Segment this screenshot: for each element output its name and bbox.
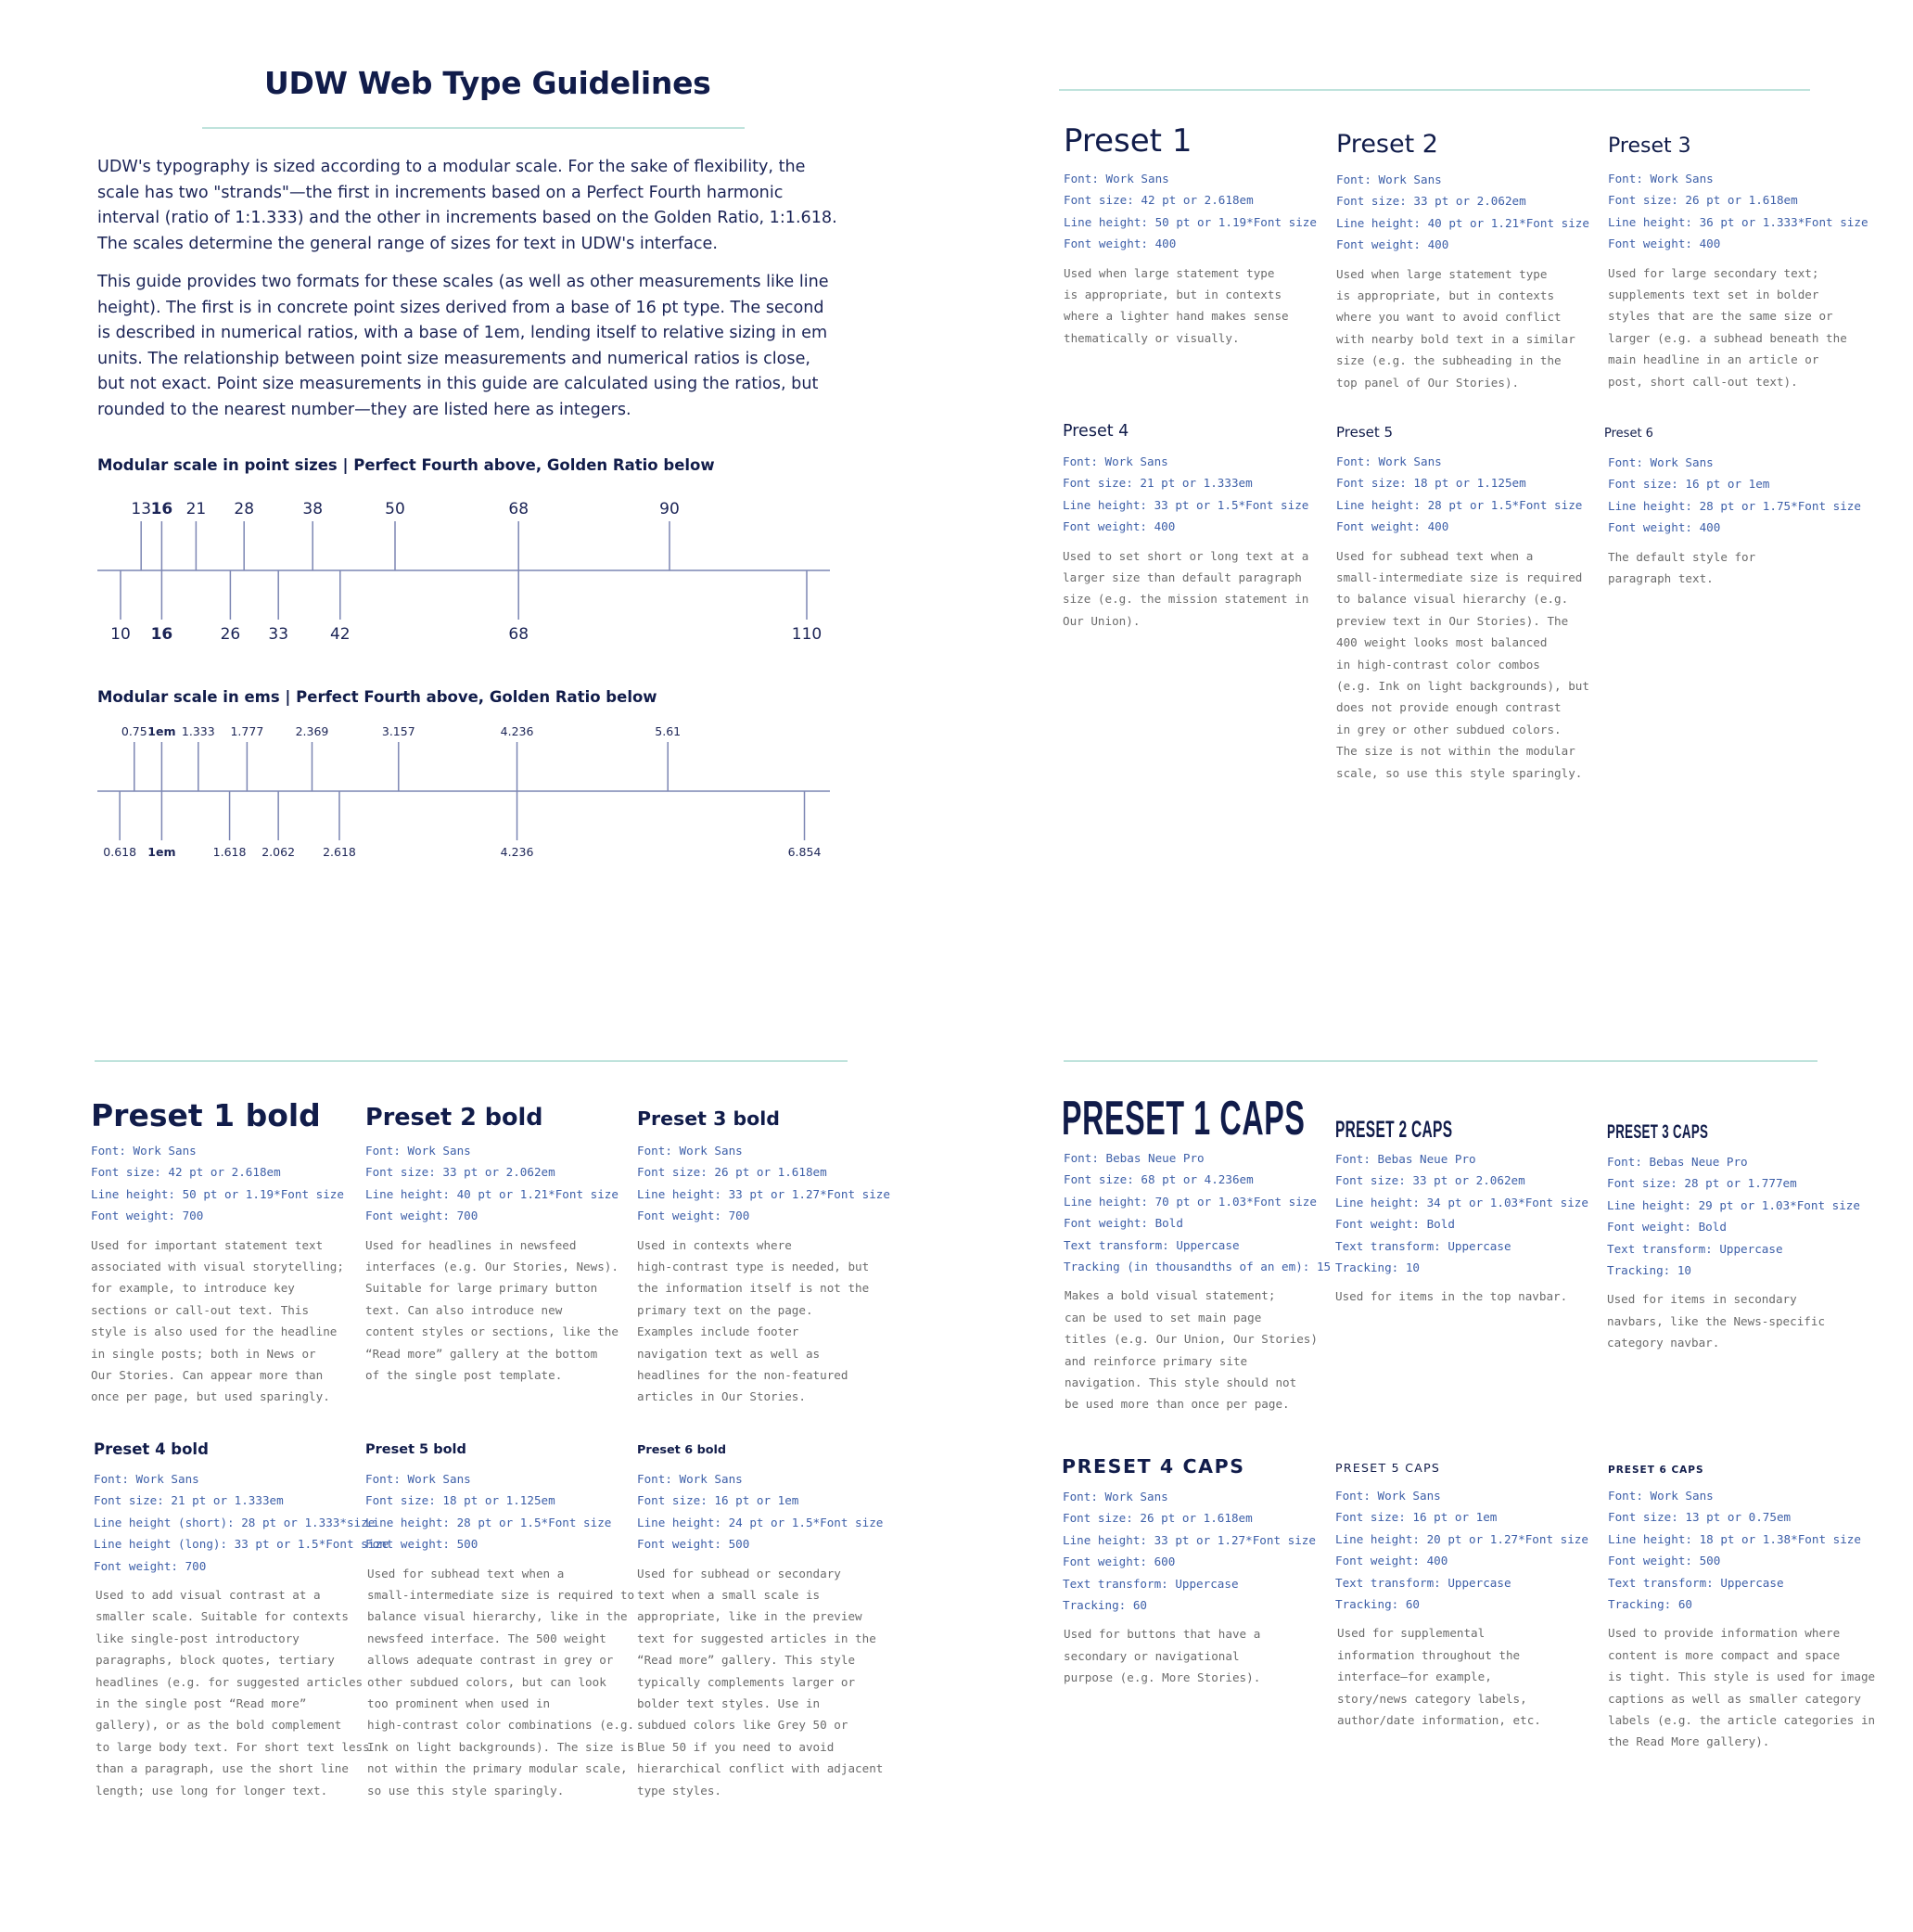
preset-spec-line: Font weight: 500	[1608, 1554, 1721, 1568]
preset-spec-line: Font weight: Bold	[1064, 1216, 1183, 1231]
preset-description: The default style for paragraph text.	[1608, 549, 1756, 586]
scale-em-label-above: 1em	[147, 724, 176, 738]
preset-description: Used for important statement text associated with visual storytelling; for example, to introduce key sections or call-out text. This style is also used for the headline in single posts; both in News or Our Stories. Can appear more than once per page, but used sparingly.	[91, 1237, 344, 1404]
scale-em-label-above: 5.61	[655, 724, 682, 738]
preset-spec-line: Line height: 50 pt or 1.19*Font size	[91, 1186, 344, 1201]
preset-3-caps	[1607, 1122, 1860, 1354]
preset-spec-line: Font size: 33 pt or 2.062em	[1335, 1173, 1525, 1188]
preset-spec-line: Tracking (in thousandths of an em): 15	[1064, 1260, 1332, 1274]
preset-1-bold	[91, 1097, 344, 1408]
intro-paragraph-2: This guide provides two formats for these scales (as well as other measurements like line height). The first is in concrete point sizes derived from a base of 16 pt type. The second is described in numerical ratios, with a base of 1em, lending itself to relative sizing in em units. The relationship between point size measurements and numerical ratios is close, but not exact. Point size measurements in this guide are calculated using the ratios, but rounded to the nearest number—they are listed here as integers.	[97, 273, 829, 419]
preset-name: Preset 2	[1336, 130, 1438, 159]
preset-spec-line: Tracking: 10	[1607, 1263, 1691, 1278]
preset-specs	[637, 1140, 890, 1227]
scale-pt-label-below: 33	[268, 625, 289, 644]
preset-name: PRESET 4 CAPS	[1062, 1455, 1245, 1478]
preset-specs	[1335, 1148, 1588, 1278]
preset-name: Preset 4 bold	[94, 1440, 209, 1458]
preset-description: Used to set short or long text at a larger size than default paragraph size (e.g. the mission statement in Our Union).	[1063, 548, 1309, 628]
preset-spec-line: Font size: 33 pt or 2.062em	[1336, 194, 1526, 209]
preset-spec-line: Font weight: Bold	[1335, 1217, 1455, 1232]
preset-4-bold	[94, 1442, 389, 1801]
preset-name: Preset 6 bold	[637, 1443, 727, 1457]
preset-spec-line: Font weight: 400	[1063, 519, 1176, 534]
scale-em-label-below: 1.618	[212, 845, 247, 859]
scale-em-label-below: 2.618	[323, 845, 356, 859]
preset-spec-line: Font: Work Sans	[1336, 173, 1442, 186]
preset-name: PRESET 2 CAPS	[1335, 1117, 1453, 1143]
intro-paragraph-1: UDW's typography is sized according to a modular scale. For the sake of flexibility, the scale has two "strands"—the first in increments based on a Perfect Fourth harmonic interval (ratio of 1:1.333) and the other in increments based on the Golden Ratio, 1:1.618. The scales determine the general range of sizes for text in UDW's interface.	[97, 158, 837, 253]
preset-spec-line: Text transform: Uppercase	[1063, 1576, 1239, 1591]
preset-specs	[1604, 452, 1861, 539]
preset-spec-line: Font size: 13 pt or 0.75em	[1608, 1510, 1792, 1525]
preset-spec-line: Font size: 42 pt or 2.618em	[91, 1165, 281, 1180]
preset-specs	[1336, 169, 1589, 256]
preset-specs	[637, 1468, 883, 1555]
regular-divider	[1059, 89, 1810, 91]
preset-6-bold	[637, 1445, 883, 1801]
preset-description: Used when large statement type is appropriate, but in contexts where you want to avoid conflict with nearby bold text in a similar size (e.g. the subheading in the top panel of Our Stories).	[1336, 266, 1575, 390]
scale-pt-label-below: 68	[508, 625, 529, 644]
preset-specs	[1608, 168, 1868, 255]
preset-spec-line: Font: Work Sans	[1063, 454, 1168, 468]
preset-name: Preset 5	[1336, 424, 1394, 441]
preset-spec-line: Font weight: 700	[365, 1209, 478, 1223]
preset-5-bold	[365, 1443, 634, 1801]
preset-spec-line: Line height: 29 pt or 1.03*Font size	[1607, 1197, 1860, 1212]
preset-spec-line: Font size: 21 pt or 1.333em	[94, 1493, 284, 1508]
scale-pt-label-above: 16	[150, 500, 173, 518]
preset-spec-line: Line height: 70 pt or 1.03*Font size	[1064, 1194, 1317, 1209]
preset-spec-line: Line height: 33 pt or 1.27*Font size	[1063, 1532, 1316, 1547]
scale-pt-label-above: 90	[659, 500, 680, 518]
scale-em-label-above: 3.157	[381, 724, 415, 738]
preset-name: Preset 4	[1063, 422, 1129, 441]
scale-pt-label-above: 50	[385, 500, 405, 518]
preset-spec-line: Font weight: 700	[91, 1209, 204, 1223]
preset-specs	[1063, 451, 1308, 538]
scale-em-label-below: 1em	[147, 845, 176, 859]
preset-spec-line: Line height (long): 33 pt or 1.5*Font size	[94, 1537, 389, 1552]
preset-spec-line: Font: Bebas Neue Pro	[1064, 1151, 1205, 1165]
preset-spec-line: Line height: 18 pt or 1.38*Font size	[1608, 1531, 1861, 1546]
preset-spec-line: Font: Work Sans	[365, 1144, 471, 1158]
preset-spec-line: Font: Work Sans	[1063, 1490, 1168, 1503]
preset-spec-line: Tracking: 60	[1335, 1597, 1420, 1612]
preset-description: Used for items in secondary navbars, like the News-specific category navbar.	[1607, 1292, 1826, 1350]
preset-spec-line: Font weight: 500	[637, 1537, 750, 1552]
scale-pt-heading: Modular scale in point sizes | Perfect Fourth above, Golden Ratio below	[97, 456, 715, 474]
preset-spec-line: Font weight: 700	[637, 1209, 750, 1223]
preset-spec-line: Font: Bebas Neue Pro	[1335, 1152, 1476, 1166]
preset-name: Preset 2 bold	[365, 1104, 543, 1132]
preset-4-caps	[1062, 1457, 1316, 1689]
preset-name: PRESET 3 CAPS	[1607, 1120, 1709, 1143]
preset-spec-line: Font size: 26 pt or 1.618em	[637, 1165, 827, 1180]
preset-spec-line: Font weight: 400	[1608, 237, 1721, 251]
preset-description: Used to add visual contrast at a smaller scale. Suitable for contexts like single-post introductory paragraphs, block quotes, tertiary headlines (e.g. for suggested articles in the single post “Read more” gallery), or as the bold complement to large body text. For short text less than a paragraph, use the short line length; use long for longer text.	[96, 1588, 370, 1798]
preset-specs	[91, 1140, 344, 1227]
preset-name: Preset 1 bold	[91, 1097, 321, 1133]
preset-spec-line: Font: Work Sans	[365, 1472, 471, 1486]
preset-spec-line: Font weight: 600	[1063, 1555, 1176, 1569]
preset-spec-line: Font weight: 400	[1064, 237, 1177, 251]
scale-em-heading: Modular scale in ems | Perfect Fourth above, Golden Ratio below	[97, 688, 657, 706]
scale-em-label-below: 2.062	[261, 845, 296, 859]
scale-pt-label-above: 28	[234, 500, 255, 518]
preset-name: Preset 6	[1604, 427, 1653, 441]
preset-spec-line: Font: Work Sans	[94, 1472, 199, 1486]
preset-spec-line: Text transform: Uppercase	[1608, 1575, 1784, 1590]
preset-spec-line: Font size: 16 pt or 1em	[1608, 477, 1770, 492]
preset-spec-line: Tracking: 60	[1608, 1597, 1692, 1612]
preset-spec-line: Font: Work Sans	[637, 1144, 743, 1158]
preset-2	[1336, 132, 1589, 393]
preset-spec-line: Font: Work Sans	[1608, 1489, 1714, 1503]
preset-spec-line: Line height: 36 pt or 1.333*Font size	[1608, 214, 1868, 229]
preset-spec-line: Font: Work Sans	[1335, 1489, 1441, 1503]
preset-name: PRESET 1 CAPS	[1062, 1092, 1306, 1145]
preset-spec-line: Line height: 40 pt or 1.21*Font size	[1336, 215, 1589, 230]
preset-spec-line: Font weight: 400	[1335, 1554, 1448, 1568]
preset-spec-line: Font size: 68 pt or 4.236em	[1064, 1172, 1254, 1187]
preset-spec-line: Text transform: Uppercase	[1335, 1238, 1511, 1253]
preset-1	[1064, 122, 1317, 349]
preset-spec-line: Font weight: 500	[365, 1537, 478, 1552]
scale-em-label-below: 0.618	[103, 845, 137, 859]
preset-spec-line: Font size: 33 pt or 2.062em	[365, 1165, 555, 1180]
preset-spec-line: Font size: 16 pt or 1em	[1335, 1510, 1498, 1525]
preset-spec-line: Font size: 21 pt or 1.333em	[1063, 476, 1253, 491]
preset-description: Makes a bold visual statement; can be used to set main page titles (e.g. Our Union, Our Stories) and reinforce primary site navigation. This style should not be used more than once per page.	[1065, 1288, 1318, 1412]
preset-5	[1336, 426, 1589, 784]
preset-description: Used to provide information where content is more compact and space is tight. This style is used for image captions as well as smaller category labels (e.g. the article categories in the Read More gallery).	[1608, 1626, 1876, 1749]
preset-spec-line: Font: Work Sans	[91, 1144, 197, 1158]
scale-pt-label-below: 10	[110, 625, 131, 644]
preset-name: Preset 1	[1064, 122, 1192, 160]
preset-specs	[365, 1468, 634, 1555]
preset-spec-line: Font size: 28 pt or 1.777em	[1607, 1176, 1797, 1191]
preset-description: Used for supplemental information throughout the interface—for example, story/news category labels, author/date information, etc.	[1337, 1626, 1541, 1728]
caps-divider	[1064, 1060, 1817, 1062]
preset-description: Used for subhead text when a small-intermediate size is required to balance visual hierarchy, like in the newsfeed interface. The 500 weight allows adequate contrast in grey or other subdued colors, but can look too prominent when used in high-contrast color combinations (e.g. Ink on light backgrounds). The size is not within the primary modular scale, so use this style sparingly.	[367, 1566, 635, 1798]
preset-spec-line: Line height: 28 pt or 1.5*Font size	[365, 1515, 612, 1529]
preset-specs	[365, 1140, 619, 1227]
preset-description: Used when large statement type is appropriate, but in contexts where a lighter hand makes sense thematically or visually.	[1064, 265, 1289, 345]
preset-spec-line: Font: Bebas Neue Pro	[1607, 1155, 1748, 1169]
preset-spec-line: Line height: 20 pt or 1.27*Font size	[1335, 1531, 1588, 1546]
scale-em-label-above: 0.75	[121, 724, 147, 738]
scale-pt-label-above: 68	[508, 500, 529, 518]
preset-specs	[1608, 1485, 1875, 1615]
preset-spec-line: Line height (short): 28 pt or 1.333*size	[94, 1515, 376, 1529]
preset-name: PRESET 5 CAPS	[1335, 1461, 1441, 1475]
preset-spec-line: Font weight: 400	[1336, 519, 1449, 534]
preset-name: Preset 5 bold	[365, 1442, 466, 1457]
preset-spec-line: Line height: 50 pt or 1.19*Font size	[1064, 214, 1317, 229]
preset-spec-line: Line height: 40 pt or 1.21*Font size	[365, 1186, 619, 1201]
preset-spec-line: Text transform: Uppercase	[1064, 1237, 1240, 1252]
preset-spec-line: Font size: 26 pt or 1.618em	[1608, 193, 1798, 208]
preset-specs	[1336, 451, 1589, 538]
scale-em-label-above: 1.777	[230, 724, 264, 738]
scale-pt-label-below: 110	[791, 625, 823, 644]
preset-2-caps	[1335, 1119, 1588, 1308]
scale-pt-label-below: 42	[329, 625, 351, 644]
preset-spec-line: Font: Work Sans	[1064, 172, 1169, 186]
bold-divider	[95, 1060, 848, 1062]
scale-pt-label-below: 26	[220, 625, 241, 644]
preset-spec-line: Text transform: Uppercase	[1335, 1575, 1511, 1590]
preset-3-bold	[637, 1109, 890, 1408]
preset-specs	[1064, 168, 1317, 255]
preset-spec-line: Text transform: Uppercase	[1607, 1241, 1783, 1256]
preset-spec-line: Font weight: 400	[1336, 237, 1449, 252]
preset-spec-line: Font weight: 700	[94, 1558, 207, 1573]
preset-spec-line: Font: Work Sans	[1336, 454, 1442, 468]
preset-6	[1604, 428, 1861, 589]
preset-2-bold	[365, 1104, 619, 1386]
preset-name: Preset 3	[1608, 134, 1691, 158]
preset-spec-line: Font size: 18 pt or 1.125em	[1336, 476, 1526, 491]
preset-description: Used for headlines in newsfeed interfaces (e.g. Our Stories, News). Suitable for large primary button text. Can also introduce new content styles or sections, like the “Read more” gallery at the bottom of the single post template.	[365, 1237, 619, 1383]
scale-pt-label-above: 38	[302, 500, 324, 518]
preset-spec-line: Font size: 26 pt or 1.618em	[1063, 1511, 1253, 1526]
preset-spec-line: Line height: 28 pt or 1.75*Font size	[1608, 498, 1861, 513]
page-title: UDW Web Type Guidelines	[264, 65, 711, 101]
preset-spec-line: Line height: 24 pt or 1.5*Font size	[637, 1515, 884, 1529]
preset-description: Used for subhead or secondary text when a small scale is appropriate, like in the preview text for suggested articles in the “Read more” gallery. This style typically complements larger or bolder text styles. Use in subdued colors like Grey 50 or Blue 50 if you need to avoid hierarchical conflict with adjacent type styles.	[637, 1566, 884, 1798]
scale-em-label-above: 1.333	[181, 724, 215, 738]
preset-name: PRESET 6 CAPS	[1608, 1465, 1704, 1476]
preset-specs	[1335, 1485, 1588, 1615]
preset-spec-line: Tracking: 10	[1335, 1260, 1420, 1275]
preset-spec-line: Font: Work Sans	[637, 1472, 743, 1486]
preset-4	[1063, 424, 1308, 632]
preset-3	[1608, 136, 1868, 392]
preset-spec-line: Font weight: Bold	[1607, 1220, 1727, 1235]
preset-description: Used for items in the top navbar.	[1335, 1289, 1568, 1304]
preset-spec-line: Font: Work Sans	[1608, 455, 1714, 469]
preset-name: Preset 3 bold	[637, 1107, 780, 1130]
preset-spec-line: Font size: 16 pt or 1em	[637, 1493, 799, 1508]
preset-spec-line: Font size: 42 pt or 2.618em	[1064, 193, 1254, 208]
scale-em-label-below: 4.236	[500, 845, 534, 859]
preset-spec-line: Line height: 28 pt or 1.5*Font size	[1336, 497, 1583, 512]
scale-em-label-below: 6.854	[787, 845, 822, 859]
preset-spec-line: Line height: 33 pt or 1.5*Font size	[1063, 497, 1309, 512]
preset-specs	[1062, 1486, 1316, 1616]
preset-spec-line: Tracking: 60	[1063, 1598, 1147, 1613]
preset-description: Used in contexts where high-contrast type is needed, but the information itself is not the primary text on the page. Examples include footer navigation text as well as headlines for the non-featured articles in Our Stories.	[637, 1237, 870, 1404]
preset-specs	[94, 1468, 389, 1577]
scale-pt-label-above: 13	[131, 500, 152, 518]
preset-specs	[1607, 1151, 1860, 1281]
scale-em-label-above: 2.369	[295, 724, 329, 738]
scale-pt-label-below: 16	[150, 625, 173, 644]
preset-6-caps	[1608, 1465, 1875, 1753]
scale-em-label-above: 4.236	[500, 724, 534, 738]
preset-spec-line: Font: Work Sans	[1608, 172, 1714, 186]
preset-description: Used for buttons that have a secondary or navigational purpose (e.g. More Stories).	[1064, 1627, 1261, 1685]
preset-spec-line: Line height: 33 pt or 1.27*Font size	[637, 1186, 890, 1201]
preset-description: Used for large secondary text; supplements text set in bolder styles that are the same size or larger (e.g. a subhead beneath the main headline in an article or post, short call-out text).	[1608, 265, 1847, 389]
scale-pt-label-above: 21	[185, 500, 207, 518]
preset-spec-line: Font size: 18 pt or 1.125em	[365, 1493, 555, 1508]
preset-spec-line: Font weight: 400	[1608, 520, 1721, 535]
preset-description: Used for subhead text when a small-intermediate size is required to balance visual hierarchy (e.g. preview text in Our Stories). The 400 weight looks most balanced in high-contrast color combos (e.g. Ink on light backgrounds), but does not provide enough contrast in grey or other subdued colors. The size is not within the modular scale, so use this style sparingly.	[1336, 548, 1589, 780]
preset-spec-line: Line height: 34 pt or 1.03*Font size	[1335, 1195, 1588, 1209]
preset-5-caps	[1335, 1463, 1588, 1731]
